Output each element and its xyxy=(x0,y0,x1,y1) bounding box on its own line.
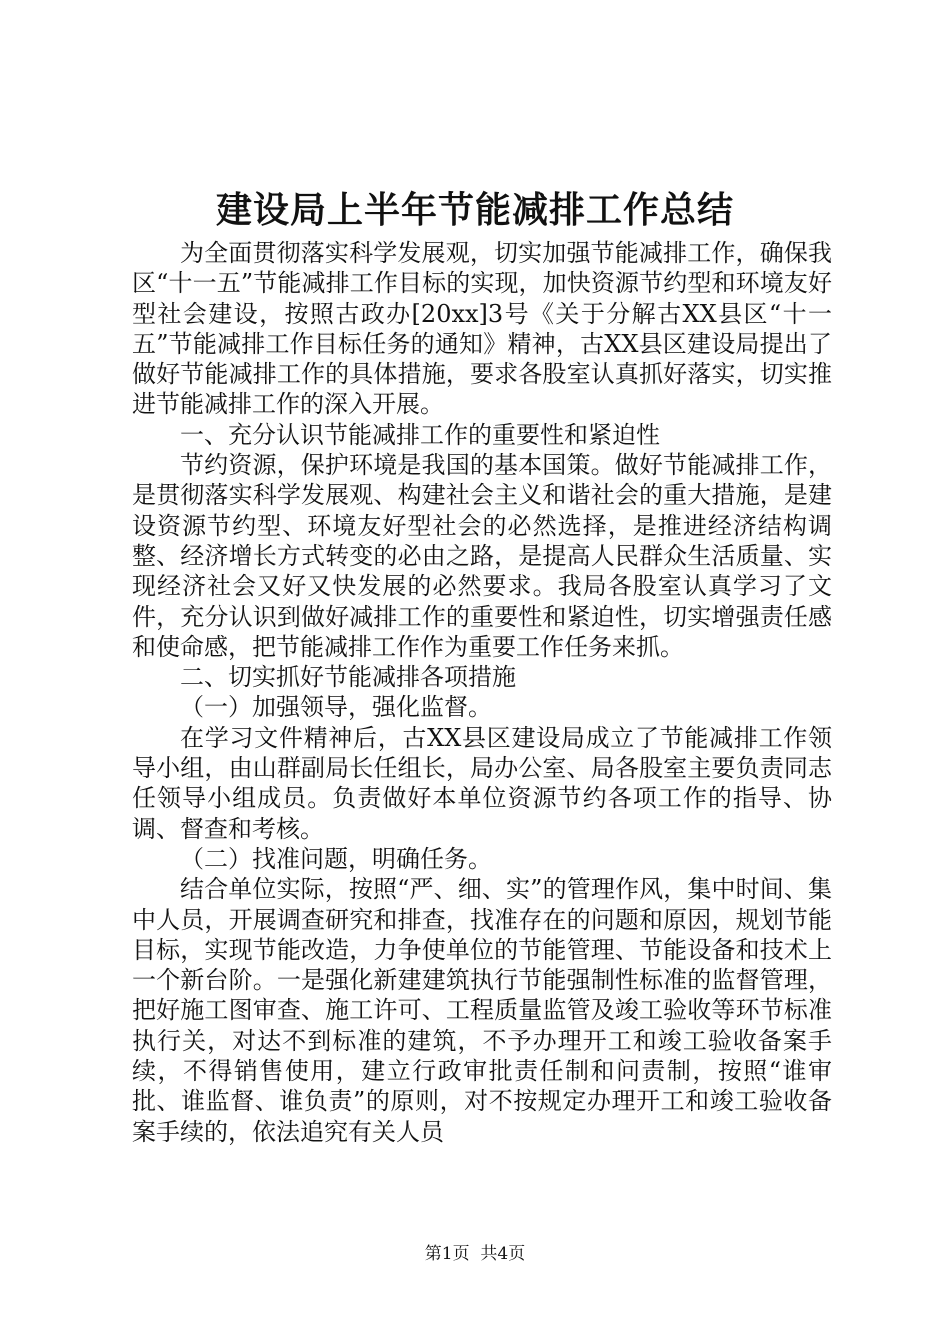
paragraph-subsection-2: 结合单位实际，按照“严、细、实”的管理作风，集中时间、集中人员，开展调查研究和排查，找准存在的问题和原因，规划节能目标，实现节能改造，力争使单位的节能管理、节能设备和技术上一个新台阶。一是强化新建建筑执行节能强制性标准的监督管理，把好施工图审查、施工许可、工程质量监管及竣工验收等环节标准执行关，对达不到标准的建筑，不予办理开工和竣工验收备案手续，不得销售使用，建立行政审批责任制和问责制，按照“谁审批、谁监督、谁负责”的原则，对不按规定办理开工和竣工验收备案手续的，依法追究有关人员 xyxy=(132,875,832,1146)
page-number: 第1页 共4页 xyxy=(424,1244,526,1264)
paragraph-subsection-1: 在学习文件精神后，古XX县区建设局成立了节能减排工作领导小组，由山群副局长任组长，局办公室、局各股室主要负责同志任领导小组成员。负责做好本单位资源节约各项工作的指导、协调、督查和考核。 xyxy=(132,723,832,843)
document-body xyxy=(132,238,832,1147)
document-title: 建设局上半年节能减排工作总结 xyxy=(215,189,734,231)
subsection-heading-2: （二）找准问题，明确任务。 xyxy=(180,844,492,873)
section-heading-2: 二、切实抓好节能减排各项措施 xyxy=(180,663,516,692)
paragraph-intro: 为全面贯彻落实科学发展观，切实加强节能减排工作，确保我区“十一五”节能减排工作目标的实现，加快资源节约型和环境友好型社会建设，按照古政办[20xx]3号《关于分解古XX县区“十一五”节能减排工作目标任务的通知》精神，古XX县区建设局提出了做好节能减排工作的具体措施，要求各股室认真抓好落实，切实推进节能减排工作的深入开展。 xyxy=(132,239,832,419)
page-footer xyxy=(0,1243,950,1265)
subsection-heading-1: （一）加强领导，强化监督。 xyxy=(180,693,492,722)
section-heading-1: 一、充分认识节能减排工作的重要性和紧迫性 xyxy=(180,420,660,449)
paragraph-section-1: 节约资源，保护环境是我国的基本国策。做好节能减排工作，是贯彻落实科学发展观、构建社会主义和谐社会的重大措施，是建设资源节约型、环境友好型社会的必然选择，是推进经济结构调整、经济增长方式转变的必由之路，是提高人民群众生活质量、实现经济社会又好又快发展的必然要求。我局各股室认真学习了文件，充分认识到做好减排工作的重要性和紧迫性，切实增强责任感和使命感，把节能减排工作作为重要工作任务来抓。 xyxy=(132,451,832,661)
